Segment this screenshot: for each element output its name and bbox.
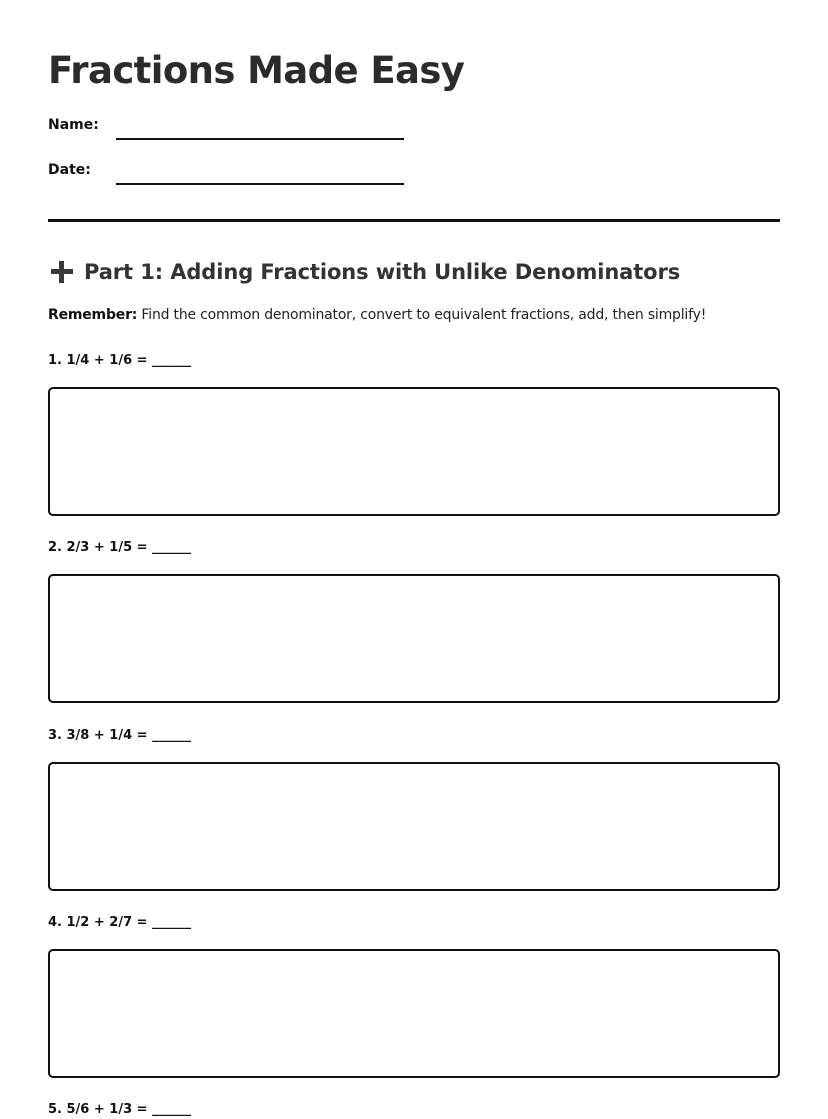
reminder-note xyxy=(48,307,706,323)
date-label: Date: xyxy=(48,162,91,178)
name-field[interactable] xyxy=(48,114,408,138)
date-field[interactable] xyxy=(48,159,408,183)
problem-2-label: 2. 2/3 + 1/5 = ______ xyxy=(48,540,192,555)
problem-4-label: 4. 1/2 + 2/7 = ______ xyxy=(48,915,192,930)
header-divider xyxy=(48,219,780,222)
section-title: Part 1: Adding Fractions with Unlike Denominators xyxy=(84,260,681,284)
plus-icon xyxy=(51,261,73,283)
name-input-line[interactable] xyxy=(116,138,404,140)
problem-1-label: 1. 1/4 + 1/6 = ______ xyxy=(48,353,192,368)
date-input-line[interactable] xyxy=(116,183,404,185)
reminder-lead: Remember: xyxy=(48,307,138,323)
problem-5-label: 5. 5/6 + 1/3 = ______ xyxy=(48,1102,192,1117)
name-label: Name: xyxy=(48,117,99,133)
problem-4-work-box[interactable] xyxy=(48,949,780,1078)
problem-3-label: 3. 3/8 + 1/4 = ______ xyxy=(48,728,192,743)
page-title: Fractions Made Easy xyxy=(48,49,465,92)
problem-1-work-box[interactable] xyxy=(48,387,780,516)
reminder-text: Find the common denominator, convert to equivalent fractions, add, then simplify! xyxy=(137,307,707,323)
problem-2-work-box[interactable] xyxy=(48,574,780,703)
problem-3-work-box[interactable] xyxy=(48,762,780,891)
